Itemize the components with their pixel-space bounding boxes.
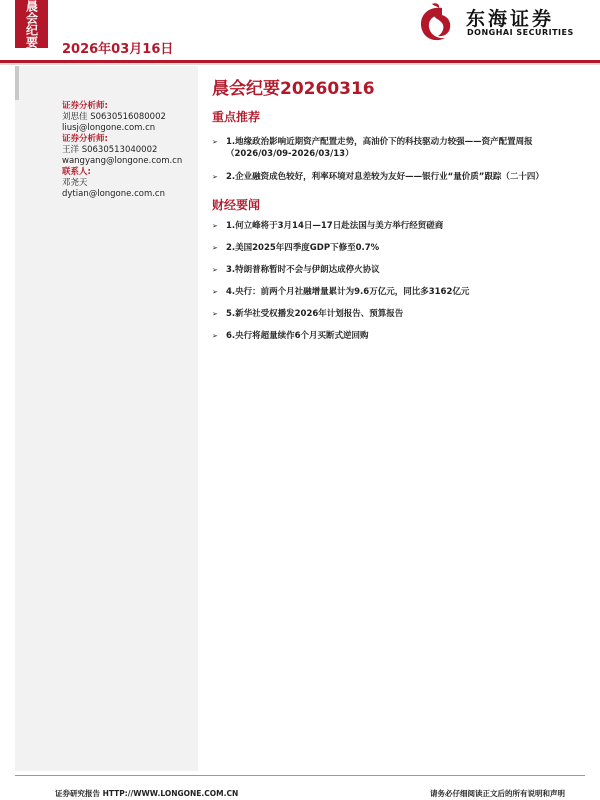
arrow-right-icon: ➢ <box>212 244 218 252</box>
section-heading-key: 重点推荐 <box>212 110 261 124</box>
list-item-text: （2026/03/09-2026/03/13） <box>226 149 354 159</box>
donghai-logo-icon <box>412 2 460 46</box>
list-item[interactable] <box>212 242 584 254</box>
footer-website[interactable]: 证券研究报告 HTTP://WWW.LONGONE.COM.CN <box>55 789 239 798</box>
logo-text-cn: 东海证券 <box>466 8 555 30</box>
arrow-right-icon: ➢ <box>212 173 218 181</box>
sidebar-accent <box>15 66 19 100</box>
list-item-text: 2.企业融资成色较好，利率环境对息差较为友好——银行业“量价质”跟踪（二十四） <box>226 172 544 182</box>
list-item[interactable] <box>212 264 584 276</box>
page-title: 晨会纪要20260316 <box>212 79 375 99</box>
arrow-right-icon: ➢ <box>212 222 218 230</box>
arrow-right-icon: ➢ <box>212 310 218 318</box>
list-item-text: 4.央行：前两个月社融增量累计为9.6万亿元，同比多3162亿元 <box>226 287 470 297</box>
contact-name: 王洋 S0630513040002 <box>62 145 158 155</box>
analyst-contacts <box>62 101 198 200</box>
contact-email[interactable]: dytian@longone.com.cn <box>62 189 165 199</box>
section-heading-finance: 财经要闻 <box>212 198 261 212</box>
footer-divider <box>15 775 585 776</box>
arrow-right-icon: ➢ <box>212 332 218 340</box>
list-item-text: 2.美国2025年四季度GDP下修至0.7% <box>226 243 380 253</box>
list-item-text: 6.央行将超量续作6个月买断式逆回购 <box>226 331 369 341</box>
arrow-right-icon: ➢ <box>212 288 218 296</box>
arrow-right-icon: ➢ <box>212 138 218 146</box>
arrow-right-icon: ➢ <box>212 266 218 274</box>
list-item-text: 5.新华社受权播发2026年计划报告、预算报告 <box>226 309 404 319</box>
report-date: 2026年03月16日 <box>62 42 174 57</box>
list-item[interactable] <box>212 171 584 183</box>
list-item[interactable] <box>212 136 584 160</box>
list-item[interactable] <box>212 330 584 342</box>
header-divider-shadow <box>0 63 600 65</box>
list-item-text: 1.何立峰将于3月14日—17日赴法国与美方举行经贸磋商 <box>226 221 444 231</box>
contact-label: 证券分析师: <box>62 134 108 144</box>
contact-email[interactable]: liusj@longone.com.cn <box>62 123 156 133</box>
list-item[interactable] <box>212 286 584 298</box>
report-type-tab: 晨会纪要 <box>15 0 48 48</box>
brand-logo <box>412 2 590 48</box>
contact-name: 刘思佳 S0630516080002 <box>62 112 166 122</box>
contact-email[interactable]: wangyang@longone.com.cn <box>62 156 183 166</box>
logo-text-en: DONGHAI SECURITIES <box>467 28 574 37</box>
contact-name: 邓尧天 <box>62 178 88 188</box>
contact-label: 证券分析师: <box>62 101 108 111</box>
list-item-text: 3.特朗普称暂时不会与伊朗达成停火协议 <box>226 265 380 275</box>
list-item[interactable] <box>212 220 584 232</box>
list-item-text: 1.地缘政治影响近期资产配置走势，高油价下的科技驱动力较强——资产配置周报 <box>226 137 533 147</box>
list-item[interactable] <box>212 308 584 320</box>
contact-label: 联系人: <box>62 167 91 177</box>
footer-disclaimer: 请务必仔细阅读正文后的所有说明和声明 <box>430 789 565 798</box>
